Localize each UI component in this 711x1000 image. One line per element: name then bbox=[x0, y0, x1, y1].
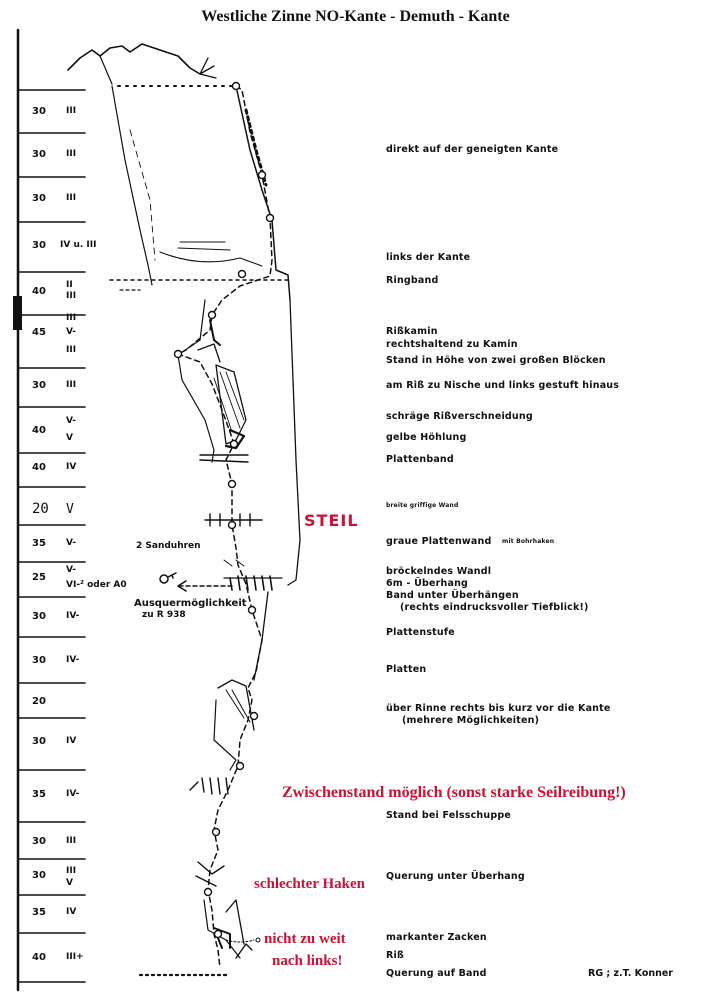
route-description: Stand bei Felsschuppe bbox=[386, 810, 511, 821]
pitch-grade: III bbox=[66, 345, 77, 355]
pitch-grade: V bbox=[66, 878, 73, 888]
pitch-grade: IV bbox=[66, 462, 77, 472]
pitch-length: 20 bbox=[32, 696, 46, 707]
pitch-grade: IV bbox=[66, 907, 77, 917]
route-description: markanter Zacken bbox=[386, 932, 487, 943]
steep-warning: STEIL bbox=[304, 511, 359, 530]
pitch-grade: IV- bbox=[66, 611, 80, 621]
pitch-length: 40 bbox=[32, 462, 46, 473]
route-description: (mehrere Möglichkeiten) bbox=[402, 715, 540, 726]
escape-note: zu R 938 bbox=[142, 610, 186, 620]
pitch-grade: III bbox=[66, 380, 77, 390]
route-line bbox=[178, 86, 272, 968]
pitch-grade: II bbox=[66, 280, 73, 290]
belay-stations bbox=[175, 83, 274, 938]
pitch-grade: III+ bbox=[66, 952, 84, 962]
pitch-grade: V bbox=[66, 502, 74, 517]
scale-marker bbox=[13, 296, 22, 330]
pitch-grade: V- bbox=[66, 327, 77, 337]
page-title: Westliche Zinne NO-Kante - Demuth - Kante bbox=[201, 8, 510, 25]
pitch-grade: V- bbox=[66, 565, 77, 575]
pitch-length: 30 bbox=[32, 736, 46, 747]
intermediate-belay-note: Zwischenstand möglich (sonst starke Seilreibung!) bbox=[282, 784, 626, 801]
pitch-grade: III bbox=[66, 836, 77, 846]
route-description: Querung auf Band bbox=[386, 968, 487, 979]
route-description: Platten bbox=[386, 664, 427, 675]
pitch-length: 30 bbox=[32, 870, 46, 881]
pitch-grade: III bbox=[66, 313, 77, 323]
pitch-length: 30 bbox=[32, 240, 46, 251]
pitch-grade: IV u. III bbox=[60, 240, 97, 250]
pitch-length: 35 bbox=[32, 789, 46, 800]
pitch-length: 25 bbox=[32, 572, 46, 583]
pitch-grade: III bbox=[66, 291, 77, 301]
route-description: bröckelndes Wandl bbox=[386, 566, 492, 577]
route-description: graue Plattenwand bbox=[386, 536, 492, 547]
route-description: schräge Rißverschneidung bbox=[386, 411, 533, 422]
pitch-grade: VI-² oder A0 bbox=[66, 580, 127, 590]
pitch-length: 30 bbox=[32, 193, 46, 204]
route-description: direkt auf der geneigten Kante bbox=[386, 144, 559, 155]
route-description: Plattenstufe bbox=[386, 627, 455, 638]
escape-note: Ausquermöglichkeit bbox=[134, 598, 247, 609]
route-description: (rechts eindrucksvoller Tiefblick!) bbox=[400, 602, 589, 613]
route-description: Band unter Überhängen bbox=[386, 590, 519, 601]
route-description: Stand in Höhe von zwei großen Blöcken bbox=[386, 355, 606, 366]
route-description: über Rinne rechts bis kurz vor die Kante bbox=[386, 703, 611, 714]
route-description: gelbe Höhlung bbox=[386, 432, 467, 443]
route-description: rechtshaltend zu Kamin bbox=[386, 339, 518, 350]
pitch-grade: V- bbox=[66, 416, 77, 426]
pitch-length: 30 bbox=[32, 106, 46, 117]
pitch-grade: III bbox=[66, 149, 77, 159]
pitch-grade: IV- bbox=[66, 789, 80, 799]
key-icon bbox=[160, 575, 168, 583]
pitch-grade: III bbox=[66, 866, 77, 876]
pitch-length: 35 bbox=[32, 538, 46, 549]
pitch-grade: V- bbox=[66, 538, 77, 548]
pitch-length: 40 bbox=[32, 286, 46, 297]
route-description: Rißkamin bbox=[386, 326, 438, 337]
pitch-length: 45 bbox=[32, 327, 46, 338]
pitch-length: 40 bbox=[32, 952, 46, 963]
pitch-dividers bbox=[18, 90, 85, 982]
pitch-length: 30 bbox=[32, 611, 46, 622]
not-too-far-left-note: nach links! bbox=[272, 953, 343, 969]
pitch-length: 30 bbox=[32, 380, 46, 391]
route-description: mit Bohrhaken bbox=[502, 538, 555, 545]
summit-arrow bbox=[200, 58, 216, 78]
pitch-length: 40 bbox=[32, 425, 46, 436]
route-description: breite griffige Wand bbox=[386, 502, 459, 509]
pitch-length: 30 bbox=[32, 149, 46, 160]
bad-piton-note: schlechter Haken bbox=[254, 876, 365, 892]
sanduhren-note: 2 Sanduhren bbox=[136, 541, 201, 551]
not-too-far-left-note: nicht zu weit bbox=[264, 931, 346, 947]
pitch-length: 35 bbox=[32, 907, 46, 918]
route-description: am Riß zu Nische und links gestuft hinaus bbox=[386, 380, 620, 391]
pitch-length: 30 bbox=[32, 655, 46, 666]
route-description: 6m - Überhang bbox=[386, 578, 469, 589]
credit: RG ; z.T. Konner bbox=[588, 968, 673, 979]
pitch-length: 30 bbox=[32, 836, 46, 847]
pitch-grade: III bbox=[66, 193, 77, 203]
pitch-grade: IV- bbox=[66, 655, 80, 665]
route-description: Riß bbox=[386, 950, 405, 961]
pitch-grade: V bbox=[66, 433, 73, 443]
route-description: Querung unter Überhang bbox=[386, 871, 525, 882]
pitch-length: 20 bbox=[32, 501, 49, 517]
route-description: links der Kante bbox=[386, 252, 471, 263]
pitch-grade: III bbox=[66, 106, 77, 116]
pitch-grade: IV bbox=[66, 736, 77, 746]
route-description: Ringband bbox=[386, 275, 439, 286]
summit-outline bbox=[68, 44, 200, 74]
route-description: Plattenband bbox=[386, 454, 454, 465]
